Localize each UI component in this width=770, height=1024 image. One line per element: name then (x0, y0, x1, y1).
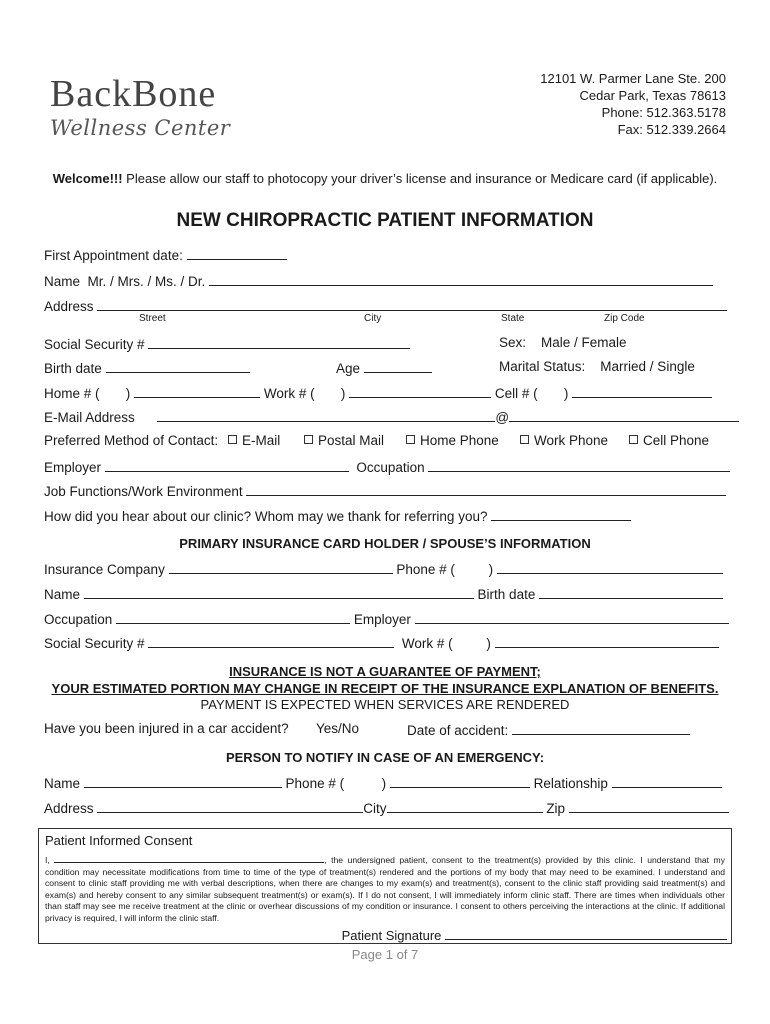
clinic-address (540, 70, 726, 138)
phone-row (44, 384, 712, 401)
emergency-phone-label: Phone # ( (285, 776, 345, 791)
ssn-row (44, 335, 410, 352)
street-sublabel: Street (139, 313, 166, 324)
birth-date-label: Birth date (44, 361, 102, 376)
work-paren: ) (340, 386, 346, 401)
holder-name-row (44, 585, 723, 602)
welcome-bold: Welcome!!! (52, 171, 123, 186)
email-user-field[interactable] (157, 408, 495, 422)
emergency-heading: PERSON TO NOTIFY IN CASE OF AN EMERGENCY: (225, 750, 545, 765)
insurance-company-field[interactable] (169, 560, 393, 574)
insurance-company-label: Insurance Company (44, 562, 165, 577)
birth-date-field[interactable] (106, 359, 250, 373)
email-label: E-Mail Address (44, 410, 135, 425)
checkbox-icon[interactable] (228, 435, 237, 444)
sex-label: Sex: (499, 335, 527, 350)
welcome-text: Please allow our staff to photocopy your driver’s license and insurance or Medicare card (if applicable). (122, 171, 718, 186)
name-label: Name (44, 274, 81, 289)
emergency-address-label: Address (44, 801, 94, 816)
accident-date-label: Date of accident: (407, 723, 509, 738)
work-phone-field[interactable] (349, 384, 491, 398)
signature-field[interactable] (445, 926, 727, 940)
home-paren: ) (125, 386, 131, 401)
accident-row (44, 721, 289, 736)
holder-birth-date-field[interactable] (539, 585, 723, 599)
contact-option-home-label: Home Phone (420, 433, 499, 448)
holder-occupation-label: Occupation (44, 612, 113, 627)
first-appointment-label: First Appointment date: (44, 248, 183, 263)
marital-options[interactable]: Married / Single (600, 359, 695, 374)
insurance-phone-label: Phone # ( (396, 562, 455, 577)
home-phone-label: Home # ( (44, 386, 100, 401)
accident-date-row (407, 721, 690, 738)
employer-field[interactable] (105, 458, 349, 472)
contact-option-cell-label: Cell Phone (643, 433, 710, 448)
consent-body: , the undersigned patient, consent to the treatment(s) provided by this clinic. I understand that my condition may necessitate modifications from time to time of the type of treatment(s) rendered and the portions of my body that may need to be examined. I understand and consent to clinic staff providing me with verbal descriptions, when there are changes to my exam(s) and treatment(s), consent to the clinic staff providing said treatment(s) and exam(s) and hereby consent to any similar subsequent treatment(s) or exam(s). If I do not consent, I will immediately inform clinic staff. There are times when individuals other than staff may see me receive treatment at the clinic or overhear discussions of my condition or insurance. I consent to others perceiving the interactions at the clinic. If additional privacy is required, I will inform the clinic staff. (45, 855, 725, 923)
address-fax: Fax: 512.339.2664 (617, 122, 726, 137)
notice-line-3: PAYMENT IS EXPECTED WHEN SERVICES ARE RENDERED (200, 697, 570, 712)
work-phone-label: Work # ( (263, 386, 315, 401)
holder-employer-label: Employer (353, 612, 411, 627)
email-row (44, 408, 739, 425)
emergency-phone-field[interactable] (390, 774, 530, 788)
contact-option-postal-label: Postal Mail (318, 433, 385, 448)
referral-field[interactable] (491, 507, 631, 521)
holder-occupation-row (44, 610, 729, 627)
contact-method-row (44, 433, 218, 448)
ssn-label: Social Security # (44, 337, 145, 352)
name-field[interactable] (209, 272, 713, 286)
state-sublabel: State (501, 313, 525, 324)
emergency-city-field[interactable] (387, 799, 543, 813)
holder-ssn-field[interactable] (148, 634, 394, 648)
checkbox-icon[interactable] (629, 435, 638, 444)
name-prefix: Mr. / Mrs. / Ms. / Dr. (87, 274, 206, 289)
address-street: 12101 W. Parmer Lane Ste. 200 (540, 71, 726, 86)
relationship-label: Relationship (533, 776, 608, 791)
first-appointment-field[interactable] (187, 246, 287, 260)
sex-row (499, 335, 627, 350)
accident-options[interactable]: Yes/No (316, 721, 360, 736)
consent-text (45, 853, 725, 925)
employer-label: Employer (44, 460, 102, 475)
consent-title: Patient Informed Consent (45, 833, 193, 848)
insurance-heading: PRIMARY INSURANCE CARD HOLDER / SPOUSE’S INFORMATION (179, 536, 591, 551)
insurance-company-row (44, 560, 723, 577)
holder-employer-field[interactable] (415, 610, 729, 624)
occupation-field[interactable] (428, 458, 730, 472)
zip-sublabel: Zip Code (604, 313, 645, 324)
contact-method-label: Preferred Method of Contact: (44, 433, 219, 448)
consent-box (38, 828, 732, 944)
contact-option-home[interactable] (406, 433, 499, 448)
home-phone-field[interactable] (134, 384, 260, 398)
cell-phone-label: Cell # ( (494, 386, 538, 401)
page-number: Page 1 of 7 (351, 947, 419, 962)
logo-wellness-center: Wellness Center (50, 116, 231, 140)
notice-line-2: YOUR ESTIMATED PORTION MAY CHANGE IN RECEIPT OF THE INSURANCE EXPLANATION OF BENEFITS. (51, 681, 719, 696)
checkbox-icon[interactable] (304, 435, 313, 444)
city-sublabel: City (364, 313, 382, 324)
employer-row (44, 458, 730, 475)
emergency-name-field[interactable] (84, 774, 282, 788)
marital-row (499, 359, 695, 374)
holder-ssn-row (44, 634, 719, 651)
address-row (44, 297, 727, 314)
insurance-phone-field[interactable] (497, 560, 723, 574)
consent-prefix: I, (45, 855, 55, 865)
signature-label: Patient Signature (341, 928, 442, 943)
contact-option-postal[interactable] (304, 433, 384, 448)
holder-birth-date-label: Birth date (477, 587, 536, 602)
age-label: Age (336, 361, 361, 376)
accident-date-field[interactable] (512, 721, 690, 735)
holder-ssn-label: Social Security # (44, 636, 145, 651)
checkbox-icon[interactable] (520, 435, 529, 444)
emergency-zip-field[interactable] (569, 799, 729, 813)
checkbox-icon[interactable] (406, 435, 415, 444)
emergency-name-label: Name (44, 776, 81, 791)
address-city: Cedar Park, Texas 78613 (579, 88, 726, 103)
address-field[interactable] (97, 297, 727, 311)
referral-label: How did you hear about our clinic? Whom may we thank for referring you? (44, 509, 488, 524)
contact-option-work-label: Work Phone (534, 433, 609, 448)
ssn-field[interactable] (148, 335, 410, 349)
page-title: NEW CHIROPRACTIC PATIENT INFORMATION (176, 210, 594, 231)
holder-work-paren: ) (486, 636, 491, 651)
job-row (44, 482, 726, 499)
age-row (336, 359, 432, 376)
sex-options[interactable]: Male / Female (541, 335, 627, 350)
occupation-label: Occupation (356, 460, 425, 475)
referral-row (44, 507, 631, 524)
email-domain-field[interactable] (509, 408, 739, 422)
cell-paren: ) (563, 386, 569, 401)
holder-work-label: Work # ( (401, 636, 453, 651)
marital-label: Marital Status: (499, 359, 586, 374)
birth-date-row (44, 359, 250, 376)
emergency-address-field[interactable] (97, 799, 363, 813)
emergency-address-row (44, 799, 729, 816)
contact-option-work[interactable] (520, 433, 608, 448)
logo-backbone: BackBone (50, 73, 217, 115)
insurance-phone-paren: ) (488, 562, 494, 577)
contact-option-email-label: E-Mail (242, 433, 281, 448)
accident-question: Have you been injured in a car accident? (44, 721, 289, 736)
emergency-zip-label: Zip (546, 801, 566, 816)
holder-name-label: Name (44, 587, 81, 602)
holder-occupation-field[interactable] (116, 610, 350, 624)
name-row (44, 272, 713, 289)
age-field[interactable] (364, 359, 432, 373)
emergency-phone-paren: ) (381, 776, 387, 791)
email-at: @ (495, 410, 510, 425)
relationship-field[interactable] (612, 774, 722, 788)
holder-work-field[interactable] (495, 634, 719, 648)
contact-option-email[interactable] (228, 433, 280, 448)
holder-name-field[interactable] (84, 585, 474, 599)
signature-row (342, 926, 727, 943)
job-field[interactable] (246, 482, 726, 496)
consent-name-field[interactable] (54, 853, 324, 863)
address-label: Address (44, 299, 94, 314)
cell-phone-field[interactable] (572, 384, 712, 398)
emergency-name-row (44, 774, 722, 791)
address-phone: Phone: 512.363.5178 (601, 105, 726, 120)
contact-option-cell[interactable] (629, 433, 709, 448)
first-appointment-row (44, 246, 287, 263)
notice-line-1: INSURANCE IS NOT A GUARANTEE OF PAYMENT; (229, 664, 541, 679)
welcome-message (0, 171, 770, 186)
emergency-city-label: City (363, 801, 387, 816)
job-label: Job Functions/Work Environment (44, 484, 243, 499)
